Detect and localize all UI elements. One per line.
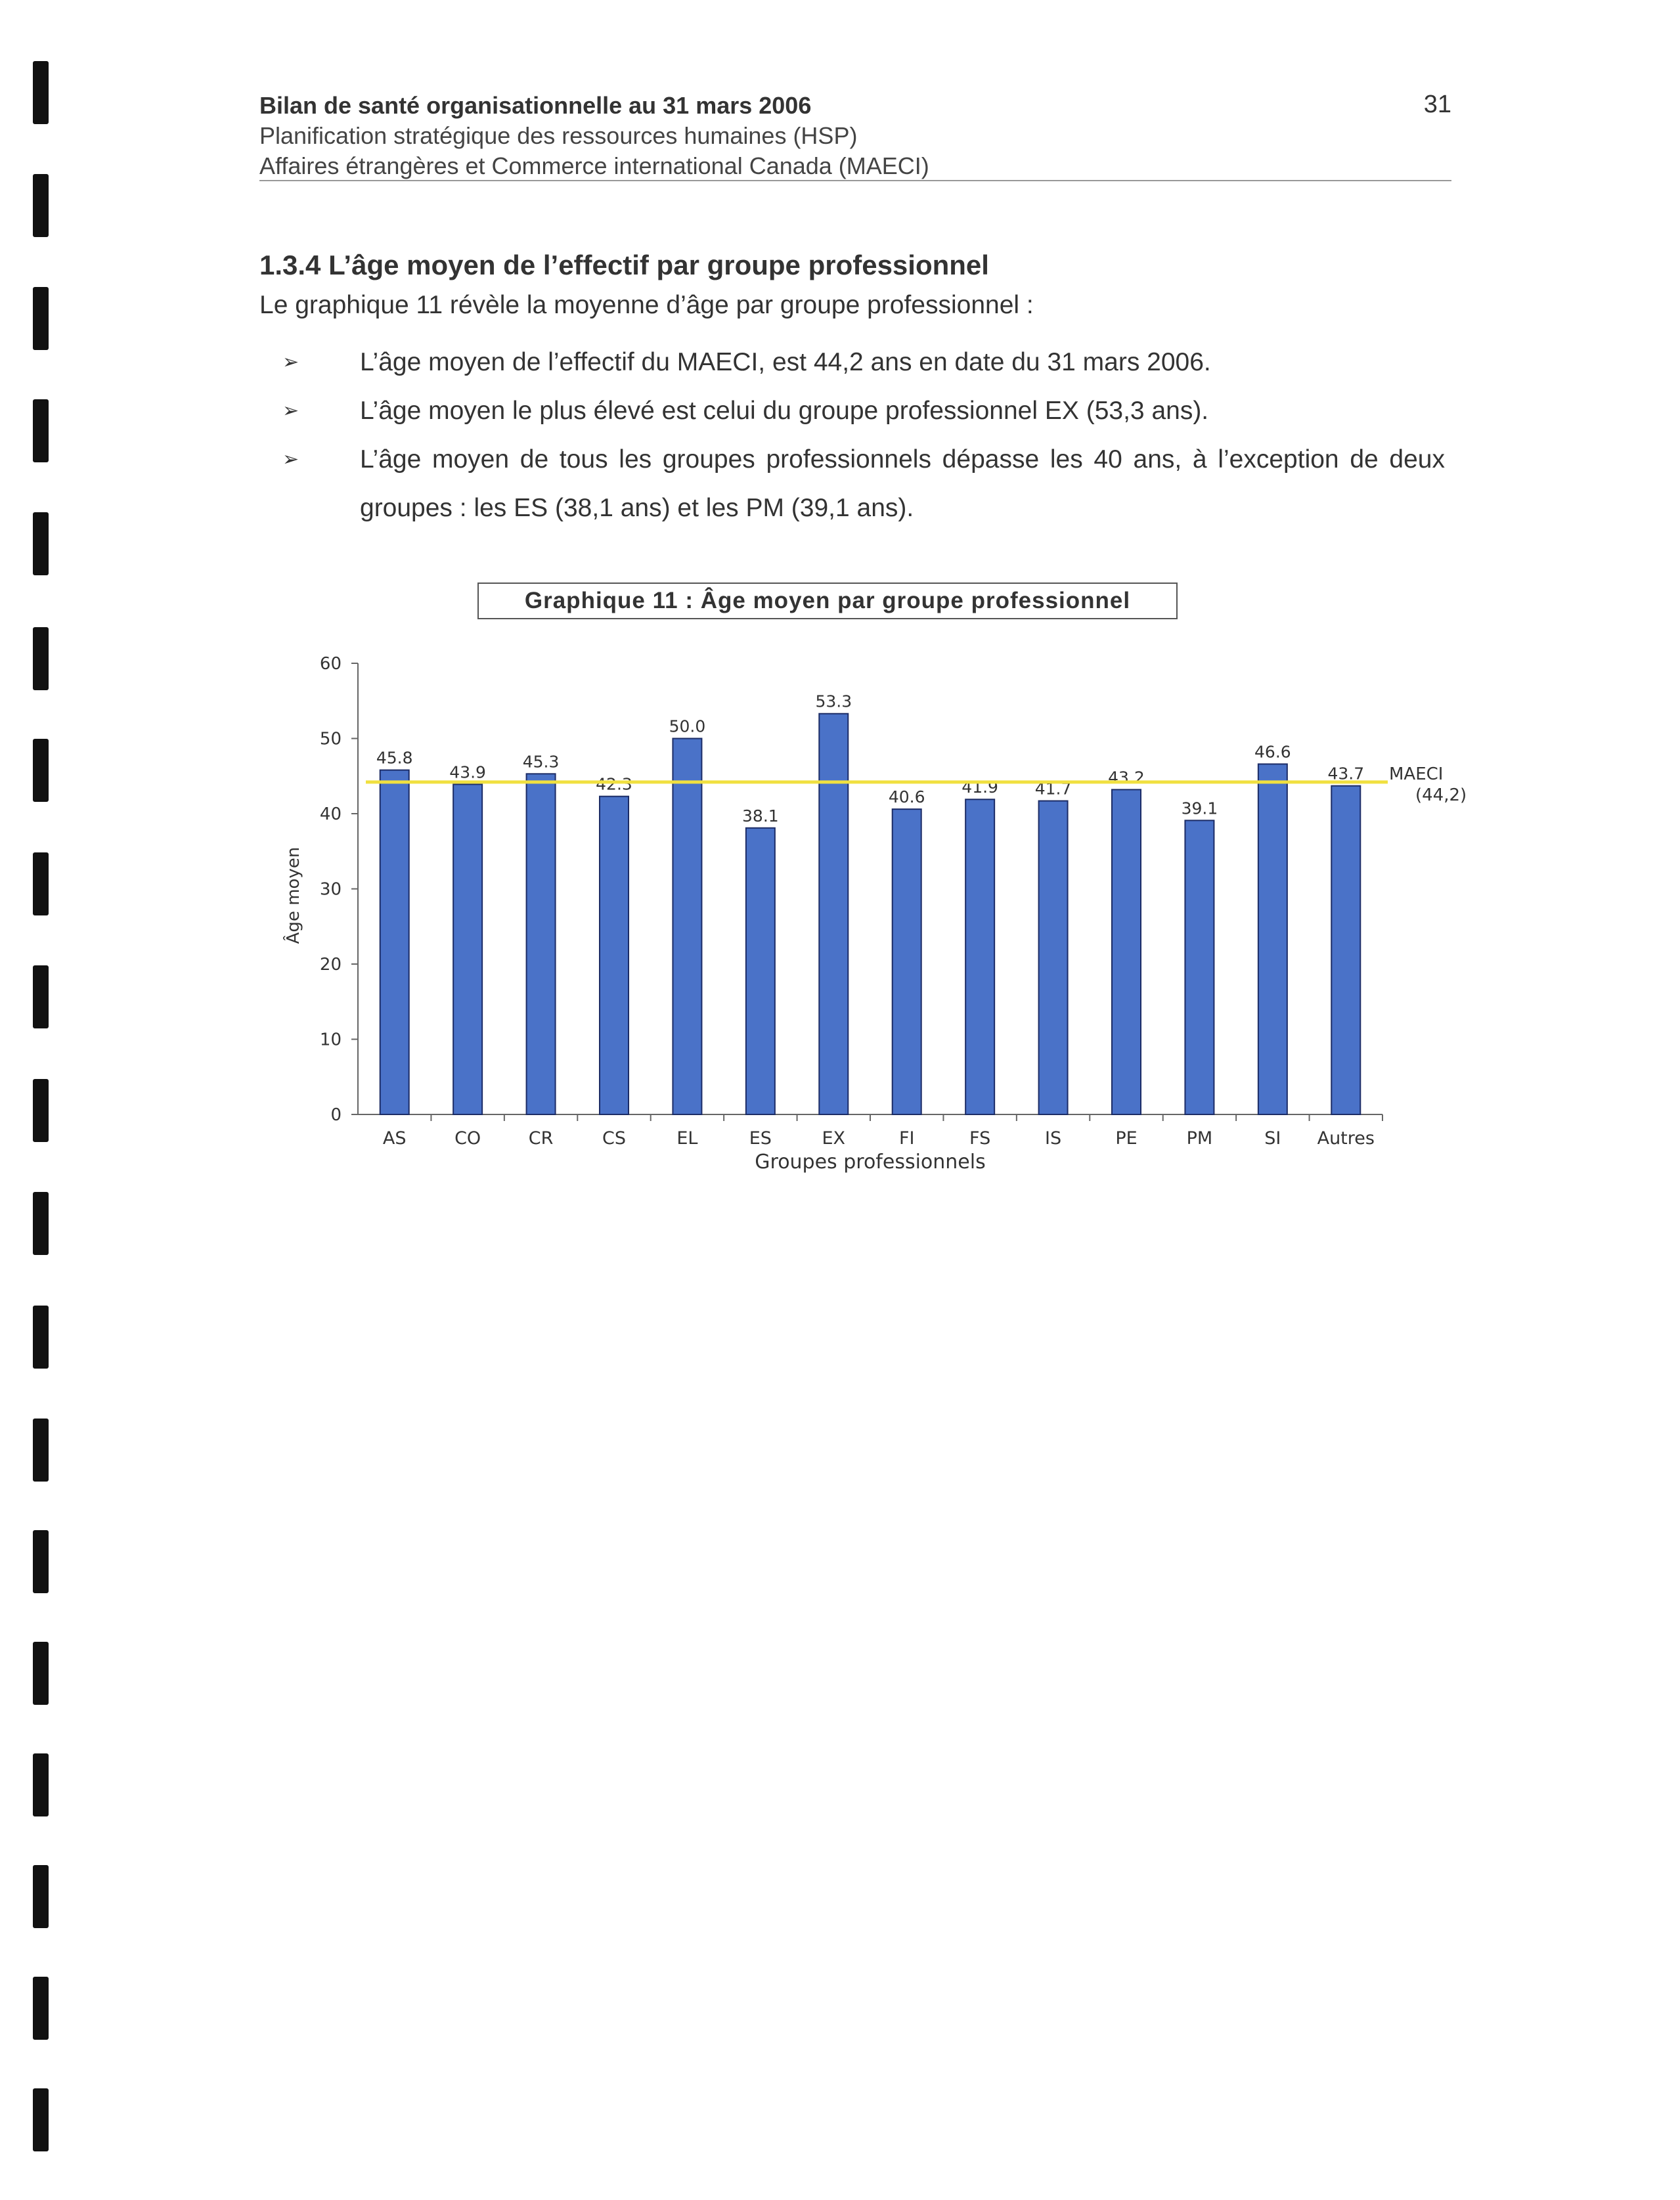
bar-value-label: 41.7 [1034, 779, 1072, 799]
bar-es [746, 828, 775, 1114]
binder-hole [33, 1753, 49, 1816]
x-axis-label: Groupes professionnels [755, 1151, 986, 1174]
bar-value-label: 41.9 [962, 778, 998, 797]
bar-fs [965, 799, 994, 1114]
bar-is [1039, 801, 1068, 1114]
bar-value-label: 45.3 [522, 752, 560, 772]
y-tick-label: 20 [319, 955, 342, 975]
bar-value-label: 45.8 [376, 748, 413, 768]
binder-hole [33, 174, 49, 237]
bullet-list [282, 338, 1445, 533]
binder-hole [33, 1192, 49, 1255]
binder-hole [33, 1530, 49, 1593]
bullet-item [282, 338, 1445, 387]
bar-autres [1331, 786, 1360, 1114]
bar-fi [893, 809, 921, 1114]
page-number: 31 [1423, 91, 1451, 118]
y-axis-label: Âge moyen [284, 847, 303, 944]
x-tick-label: PE [1115, 1128, 1138, 1149]
binder-hole [33, 1977, 49, 2040]
x-tick-label: CO [454, 1128, 481, 1149]
x-tick-label: FS [969, 1128, 991, 1149]
binder-hole [33, 61, 49, 124]
binder-hole [33, 627, 49, 690]
binder-hole [33, 1306, 49, 1369]
bar-pm [1185, 820, 1214, 1114]
binder-hole [33, 287, 49, 350]
bullet-item [282, 435, 1445, 533]
page-header [259, 91, 1451, 181]
section-heading: 1.3.4 L’âge moyen de l’effectif par groupe professionnel [259, 250, 989, 280]
bar-chart [263, 650, 1467, 1176]
x-tick-label: ES [749, 1128, 772, 1149]
bar-value-label: 42.3 [596, 774, 632, 794]
bar-value-label: 43.2 [1108, 768, 1145, 787]
bar-value-label: 40.6 [888, 787, 925, 807]
binder-hole [33, 852, 49, 915]
y-tick-label: 40 [319, 804, 342, 824]
bar-value-label: 43.7 [1327, 764, 1365, 783]
x-tick-label: EX [822, 1128, 846, 1149]
bullet-text: L’âge moyen le plus élevé est celui du groupe professionnel EX (53,3 ans). [360, 397, 1209, 425]
bar-ex [819, 714, 848, 1114]
reference-line-value: (44,2) [1415, 785, 1467, 805]
bullet-item [282, 387, 1445, 435]
x-tick-label: SI [1264, 1128, 1281, 1149]
binder-hole [33, 1642, 49, 1705]
arrow-bullet-icon: ➢ [282, 400, 299, 422]
header-subtitle: Planification stratégique des ressources humaines (HSP) [259, 122, 858, 149]
bar-value-label: 43.9 [449, 762, 486, 782]
bar-value-label: 50.0 [669, 716, 706, 736]
header-title: Bilan de santé organisationnelle au 31 mars 2006 [259, 92, 812, 119]
y-tick-label: 60 [319, 654, 342, 674]
binder-hole [33, 399, 49, 462]
bar-value-label: 38.1 [742, 806, 779, 825]
header-department: Affaires étrangères et Commerce international Canada (MAECI) [259, 152, 929, 179]
y-tick-label: 10 [319, 1030, 342, 1050]
bullet-text: L’âge moyen de tous les groupes professionnels dépasse les 40 ans, à l’exception de deux groupes : les ES (38,1 ans) et les PM (39,1 ans). [360, 445, 1445, 522]
arrow-bullet-icon: ➢ [282, 449, 299, 470]
binder-hole [33, 1419, 49, 1482]
x-tick-label: EL [676, 1128, 698, 1149]
intro-paragraph: Le graphique 11 révèle la moyenne d’âge par groupe professionnel : [259, 291, 1034, 319]
y-tick-label: 0 [330, 1105, 342, 1125]
binder-hole [33, 2088, 49, 2151]
x-tick-label: CS [602, 1128, 626, 1149]
x-tick-label: PM [1186, 1128, 1213, 1149]
binder-hole [33, 1865, 49, 1928]
bar-si [1258, 764, 1287, 1114]
header-divider [259, 180, 1451, 181]
y-tick-label: 50 [319, 729, 342, 749]
bar-value-label: 46.6 [1254, 742, 1291, 762]
bar-value-label: 39.1 [1181, 799, 1218, 818]
chart-title: Graphique 11 : Âge moyen par groupe professionnel [477, 583, 1178, 619]
x-tick-label: CR [528, 1128, 554, 1149]
y-tick-label: 30 [319, 879, 342, 900]
bar-cs [600, 797, 629, 1114]
bar-cr [527, 774, 556, 1114]
reference-line-label: MAECI [1389, 764, 1444, 784]
bullet-text: L’âge moyen de l’effectif du MAECI, est 44,2 ans en date du 31 mars 2006. [360, 348, 1211, 376]
bar-value-label: 53.3 [815, 692, 852, 711]
arrow-bullet-icon: ➢ [282, 351, 299, 373]
binder-hole [33, 739, 49, 802]
x-tick-label: IS [1045, 1128, 1062, 1149]
bar-pe [1112, 789, 1141, 1114]
binder-hole [33, 965, 49, 1028]
x-tick-label: Autres [1317, 1128, 1375, 1149]
bar-co [453, 784, 482, 1114]
binder-hole [33, 512, 49, 575]
x-tick-label: AS [382, 1128, 407, 1149]
binder-hole [33, 1079, 49, 1142]
bar-el [673, 739, 701, 1115]
bar-as [380, 770, 409, 1114]
x-tick-label: FI [898, 1128, 915, 1149]
